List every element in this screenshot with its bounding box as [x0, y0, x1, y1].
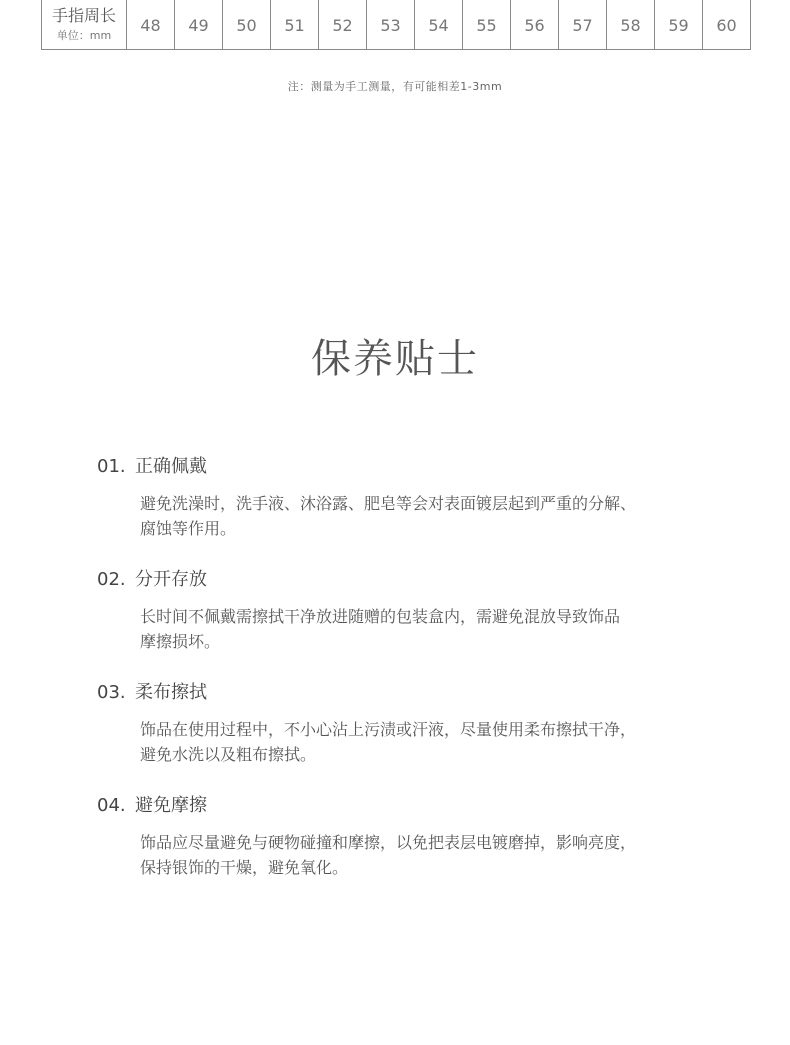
tip-body-line: 避免水洗以及粗布擦拭。: [140, 745, 317, 764]
tip-number: 04.: [97, 795, 126, 816]
size-cell: 49: [175, 0, 223, 49]
tip-body-line: 饰品应尽量避免与硬物碰撞和摩擦，以免把表层电镀磨掉，影响亮度，: [140, 833, 637, 852]
size-cell: 60: [716, 16, 737, 35]
size-cell: 52: [319, 0, 367, 49]
tip-title: 避免摩擦: [135, 795, 207, 816]
finger-circumference-label: 手指周长: [51, 6, 116, 25]
tip-item: [97, 455, 717, 541]
size-table-header-cell: [42, 0, 127, 49]
tip-body-line: 腐蚀等作用。: [140, 519, 237, 538]
tip-body-line: 摩擦损坏。: [140, 632, 221, 651]
size-cell: 51: [271, 0, 319, 49]
tip-body-line: 保持银饰的干燥，避免氧化。: [140, 858, 349, 877]
tip-number: 02.: [97, 569, 126, 590]
size-cell: 55: [463, 0, 511, 49]
tip-number: 01.: [97, 456, 126, 477]
tip-body-line: 饰品在使用过程中，不小心沾上污渍或汗液，尽量使用柔布擦拭干净，: [140, 720, 637, 739]
size-cell: 48: [127, 0, 175, 49]
tip-heading: [97, 455, 717, 479]
size-cell: 50: [223, 0, 271, 49]
tip-title: 正确佩戴: [135, 456, 207, 477]
tip-heading: [97, 794, 717, 818]
tip-item: [97, 568, 717, 654]
measurement-note: 注：测量为手工测量，有可能相差1-3mm: [287, 80, 503, 93]
size-cell: 58: [607, 0, 655, 49]
ring-size-table: [41, 0, 751, 50]
tip-number: 03.: [97, 682, 126, 703]
tip-body: [140, 604, 700, 654]
tip-item: [97, 794, 717, 880]
tip-title: 柔布擦拭: [135, 682, 207, 703]
tip-item: [97, 681, 717, 767]
size-cell: 53: [367, 0, 415, 49]
tip-body: [140, 830, 700, 880]
tip-heading: [97, 568, 717, 592]
size-cell: 59: [655, 0, 703, 49]
size-cell: 56: [511, 0, 559, 49]
size-cell: 54: [415, 0, 463, 49]
unit-label: 单位：mm: [56, 29, 112, 42]
tip-body-line: 避免洗澡时，洗手液、沐浴露、肥皂等会对表面镀层起到严重的分解、: [140, 494, 637, 513]
tip-body-line: 长时间不佩戴需擦拭干净放进随赠的包装盒内，需避免混放导致饰品: [140, 607, 621, 626]
tip-body: [140, 491, 700, 541]
care-tips-title: 保养贴士: [311, 336, 479, 382]
tip-title: 分开存放: [135, 569, 207, 590]
size-cell: 57: [559, 0, 607, 49]
tip-heading: [97, 681, 717, 705]
tip-body: [140, 717, 700, 767]
